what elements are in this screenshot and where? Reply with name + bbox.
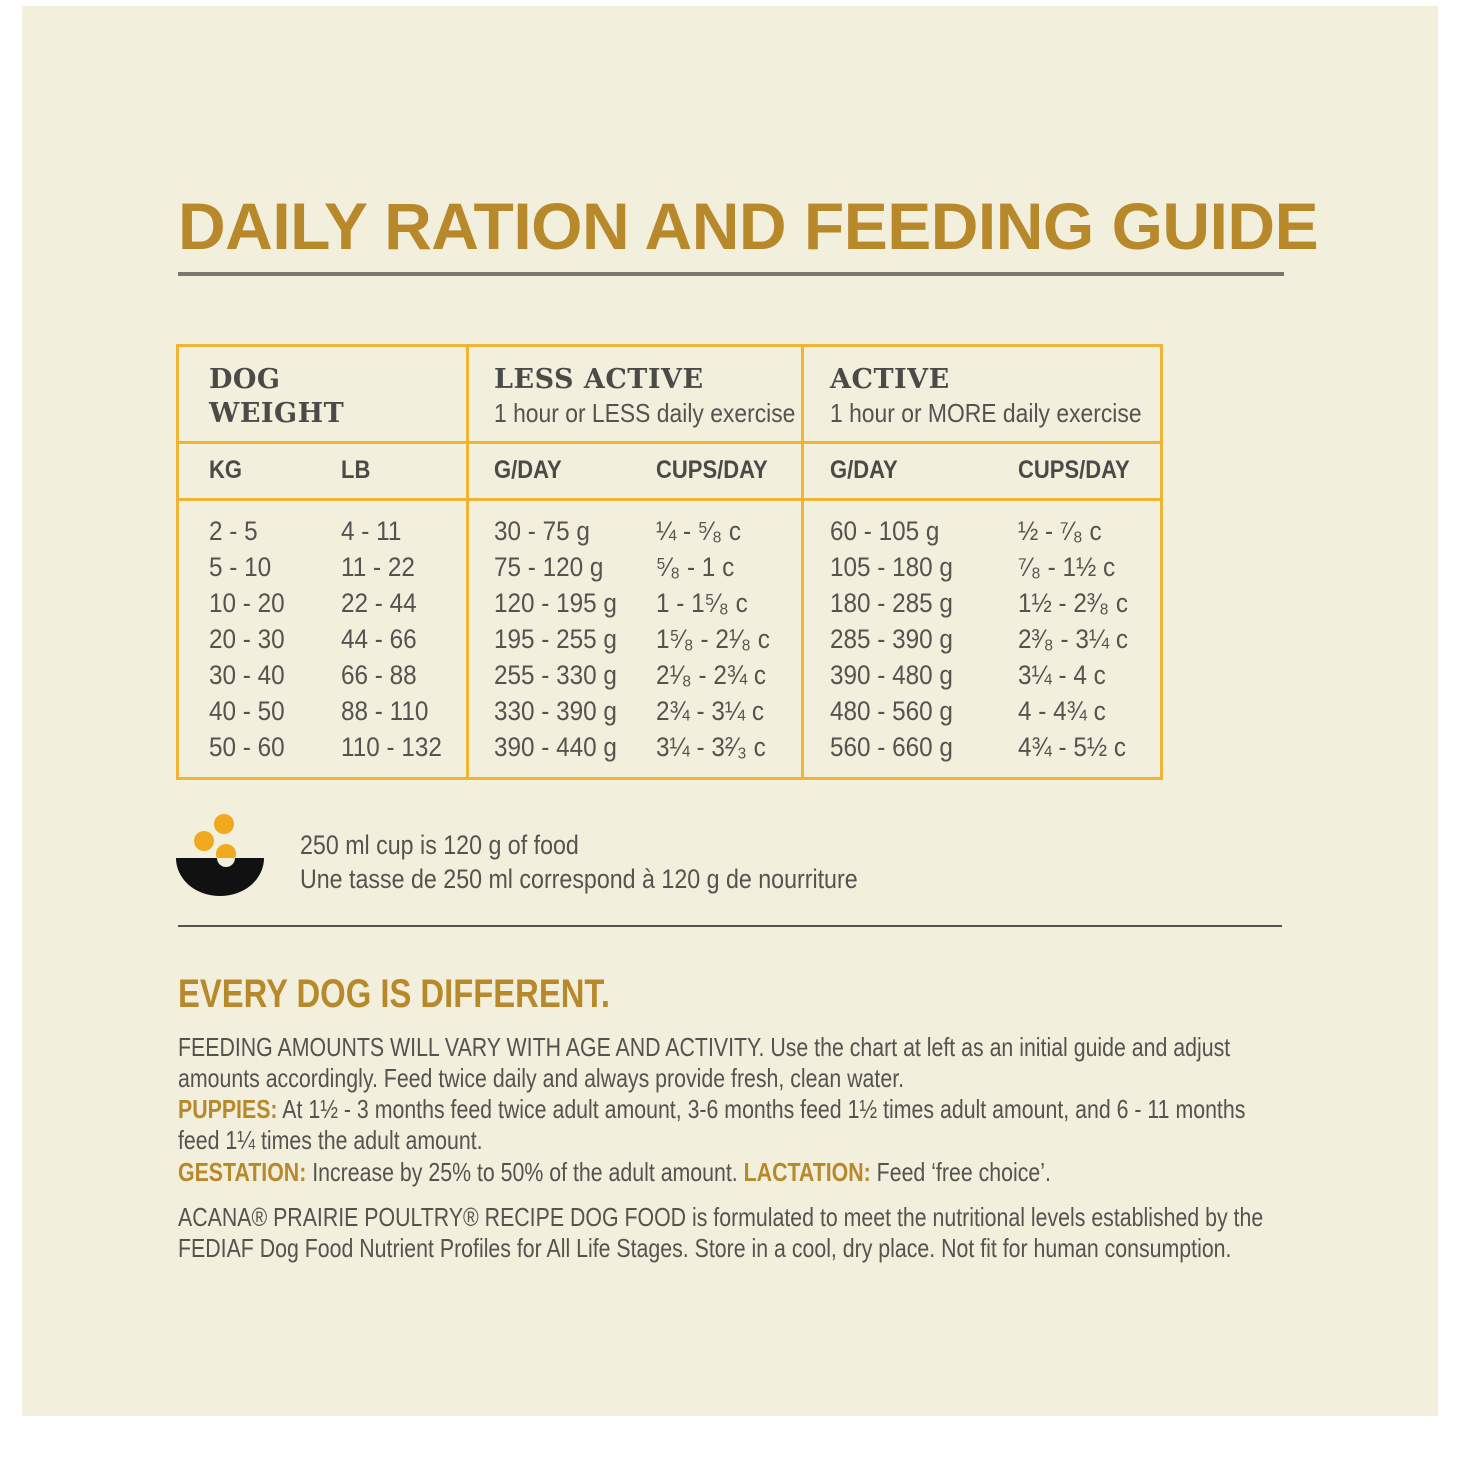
kg-value: 50 - 60 bbox=[209, 732, 285, 762]
col-header-gday: G/DAY bbox=[494, 456, 562, 484]
cup-note-english: 250 ml cup is 120 g of food bbox=[300, 830, 579, 860]
grams-value: 75 - 120 g bbox=[494, 552, 604, 582]
column-headers-active bbox=[803, 443, 1162, 500]
cups-value: 1 - 1⁵⁄₈ c bbox=[656, 588, 748, 618]
less-active-grams-column bbox=[494, 513, 656, 765]
cups-value: 3¼ - 4 c bbox=[1018, 660, 1106, 690]
header-active: ACTIVE 1 hour or MORE daily exercise bbox=[803, 346, 1162, 443]
kg-value: 20 - 30 bbox=[209, 624, 285, 654]
lb-value: 66 - 88 bbox=[341, 660, 417, 690]
cup-note-french: Une tasse de 250 ml correspond à 120 g de nourriture bbox=[300, 864, 858, 894]
grams-value: 480 - 560 g bbox=[830, 696, 953, 726]
lb-value: 22 - 44 bbox=[341, 588, 417, 618]
feeding-table bbox=[176, 344, 1163, 780]
grams-value: 60 - 105 g bbox=[830, 516, 940, 546]
grams-value: 285 - 390 g bbox=[830, 624, 953, 654]
cups-value: ¼ - ⁵⁄₈ c bbox=[656, 516, 741, 546]
cups-value: ⁷⁄₈ - 1½ c bbox=[1018, 552, 1116, 582]
cups-value: 4¾ - 5½ c bbox=[1018, 732, 1127, 762]
cups-value: 2¾ - 3¼ c bbox=[656, 696, 765, 726]
cups-value: 2³⁄₈ - 3¼ c bbox=[1018, 624, 1129, 654]
active-values bbox=[803, 500, 1162, 779]
grams-value: 195 - 255 g bbox=[494, 624, 617, 654]
section-divider bbox=[178, 925, 1282, 927]
kg-value: 40 - 50 bbox=[209, 696, 285, 726]
lb-column bbox=[341, 513, 453, 765]
kg-value: 30 - 40 bbox=[209, 660, 285, 690]
gestation-lactation-note bbox=[178, 1157, 1277, 1188]
legal-statement: ACANA® PRAIRIE POULTRY® RECIPE DOG FOOD is formulated to meet the nutritional levels established by the FEDIAF Dog Food Nutrient Profiles for All Life Stages. Store in a cool, dry place. Not fit for human consumption. bbox=[178, 1202, 1264, 1263]
cups-value: 2¹⁄₈ - 2¾ c bbox=[656, 660, 767, 690]
cups-value: 3¼ - 3²⁄₃ c bbox=[656, 732, 766, 762]
kg-value: 2 - 5 bbox=[209, 516, 258, 546]
grams-value: 390 - 440 g bbox=[494, 732, 617, 762]
lb-value: 110 - 132 bbox=[341, 732, 442, 762]
gestation-label: GESTATION: bbox=[178, 1157, 307, 1187]
col-header-lb: LB bbox=[341, 456, 371, 484]
lactation-label: LACTATION: bbox=[743, 1157, 871, 1187]
col-header-cupsday: CUPS/DAY bbox=[1018, 456, 1130, 484]
lactation-text: Feed ‘free choice’. bbox=[870, 1157, 1051, 1187]
active-grams-column bbox=[830, 513, 1018, 765]
section-title: EVERY DOG IS DIFFERENT. bbox=[178, 972, 610, 1016]
kg-column bbox=[209, 513, 341, 765]
grams-value: 105 - 180 g bbox=[830, 552, 953, 582]
grams-value: 120 - 195 g bbox=[494, 588, 617, 618]
grams-value: 255 - 330 g bbox=[494, 660, 617, 690]
gestation-text: Increase by 25% to 50% of the adult amount. bbox=[306, 1157, 744, 1187]
cup-conversion-note bbox=[300, 828, 858, 896]
puppies-text: At 1½ - 3 months feed twice adult amount, 3-6 months feed 1½ times adult amount, and 6 - 11 months feed 1¼ times the adult amount. bbox=[178, 1094, 1246, 1155]
header-less-active: LESS ACTIVE 1 hour or LESS daily exercise bbox=[468, 346, 803, 443]
weight-values bbox=[178, 500, 468, 779]
lb-value: 4 - 11 bbox=[341, 516, 402, 546]
grams-value: 180 - 285 g bbox=[830, 588, 953, 618]
cups-value: ⁵⁄₈ - 1 c bbox=[656, 552, 735, 582]
cups-value: ½ - ⁷⁄₈ c bbox=[1018, 516, 1102, 546]
grams-value: 560 - 660 g bbox=[830, 732, 953, 762]
grams-value: 390 - 480 g bbox=[830, 660, 953, 690]
col-header-gday: G/DAY bbox=[830, 456, 898, 484]
cups-value: 1½ - 2³⁄₈ c bbox=[1018, 588, 1129, 618]
puppies-label: PUPPIES: bbox=[178, 1094, 278, 1124]
bowl-icon bbox=[174, 812, 266, 900]
lb-value: 44 - 66 bbox=[341, 624, 417, 654]
puppies-note bbox=[178, 1094, 1277, 1156]
less-active-values bbox=[468, 500, 803, 779]
col-header-kg: KG bbox=[209, 456, 242, 484]
grams-value: 30 - 75 g bbox=[494, 516, 590, 546]
title-divider bbox=[178, 272, 1284, 276]
less-active-cups-column bbox=[656, 513, 783, 765]
lb-value: 11 - 22 bbox=[341, 552, 415, 582]
column-headers-weight bbox=[178, 443, 468, 500]
feeding-intro: FEEDING AMOUNTS WILL VARY WITH AGE AND ACTIVITY. Use the chart at left as an initial guide and adjust amounts accordingly. Feed twice daily and always provide fresh, clean water. bbox=[178, 1032, 1231, 1093]
active-cups-column bbox=[1018, 513, 1140, 765]
grams-value: 330 - 390 g bbox=[494, 696, 617, 726]
page-title: DAILY RATION AND FEEDING GUIDE bbox=[178, 189, 1319, 263]
column-headers-less-active bbox=[468, 443, 803, 500]
lb-value: 88 - 110 bbox=[341, 696, 429, 726]
cups-value: 4 - 4¾ c bbox=[1018, 696, 1106, 726]
kg-value: 5 - 10 bbox=[209, 552, 272, 582]
cups-value: 1⁵⁄₈ - 2¹⁄₈ c bbox=[656, 624, 770, 654]
col-header-cupsday: CUPS/DAY bbox=[656, 456, 768, 484]
kg-value: 10 - 20 bbox=[209, 588, 285, 618]
header-dog-weight: DOG WEIGHT bbox=[178, 346, 468, 443]
